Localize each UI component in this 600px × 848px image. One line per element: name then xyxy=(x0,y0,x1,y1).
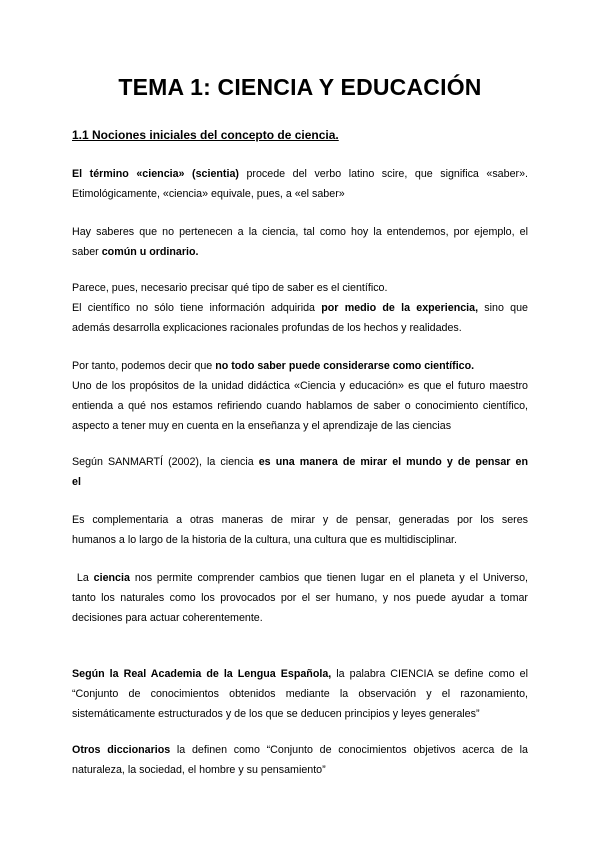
paragraph-diccionarios xyxy=(72,740,528,780)
paragraph-sanmarti xyxy=(72,452,528,492)
paragraph-comprender xyxy=(72,568,528,628)
paragraph-line: además desarrolla explicaciones racionales profundas de los hechos y realidades. xyxy=(72,322,462,334)
text-run: nos permite comprender cambios que tienen lugar en el planeta y el Universo, xyxy=(129,572,528,584)
paragraph-saberes xyxy=(72,222,528,262)
paragraph-line xyxy=(72,472,528,492)
paragraph-line xyxy=(72,664,528,684)
paragraph-line: Hay saberes que no pertenecen a la ciencia, tal como hoy la entendemos, por ejemplo, el xyxy=(72,226,528,238)
paragraph-line: naturaleza, la sociedad, el hombre y su pensamiento” xyxy=(72,764,326,776)
paragraph-line xyxy=(72,356,528,376)
paragraph-line: humanos a lo largo de la historia de la cultura, una cultura que es multidisciplinar. xyxy=(72,534,457,546)
paragraph-line: Uno de los propósitos de la unidad didáctica «Ciencia y educación» es que el futuro maestro xyxy=(72,380,528,392)
bold-term: común u ordinario. xyxy=(101,246,199,258)
text-run: La xyxy=(72,572,94,584)
paragraph-line xyxy=(72,452,528,472)
text-run: sino que xyxy=(478,302,528,314)
paragraph-line xyxy=(72,298,528,318)
paragraph-line: aspecto a tener muy en cuenta en la enseñanza y el aprendizaje de las ciencias xyxy=(72,420,452,432)
paragraph-line: Parece, pues, necesario precisar qué tipo de saber es el científico. xyxy=(72,282,388,294)
paragraph-rae xyxy=(72,664,528,724)
paragraph-line: entienda a qué nos estamos refiriendo cuando hablamos de saber o conocimiento científico, xyxy=(72,400,528,412)
bold-term: es una manera de mirar el mundo y de pensar en xyxy=(258,456,528,468)
paragraph-line: Es complementaria a otras maneras de mirar y de pensar, generadas por los seres xyxy=(72,514,528,526)
paragraph-line xyxy=(72,740,528,760)
bold-term: por medio de la experiencia, xyxy=(321,302,479,314)
text-run: la palabra CIENCIA se define como el xyxy=(331,668,528,680)
bold-term: el xyxy=(72,476,81,488)
bold-term: Otros diccionarios xyxy=(72,744,171,756)
text-run: la definen como “Conjunto de conocimientos objetivos acerca de la xyxy=(170,744,528,756)
paragraph-complementaria xyxy=(72,510,528,550)
paragraph-line: decisiones para actuar coherentemente. xyxy=(72,612,263,624)
page-title: TEMA 1: CIENCIA Y EDUCACIÓN xyxy=(118,74,482,100)
paragraph-line xyxy=(72,242,528,262)
paragraph-cientifico xyxy=(72,278,528,338)
bold-term: no todo saber puede considerarse como científico. xyxy=(215,360,475,372)
paragraph-line: sistemáticamente estructurados y de los que se deducen principios y leyes generales” xyxy=(72,708,480,720)
paragraph-line: tanto los naturales como los provocados por el ser humano, y nos puede ayudar a tomar xyxy=(72,592,528,604)
paragraph-proposito xyxy=(72,356,528,436)
text-run: saber xyxy=(72,246,102,258)
text-run: El científico no sólo tiene información adquirida xyxy=(72,302,322,314)
paragraph-line: Etimológicamente, «ciencia» equivale, pues, a «el saber» xyxy=(72,188,345,200)
bold-term: Según la Real Academia de la Lengua Española, xyxy=(72,668,332,680)
paragraph-line: “Conjunto de conocimientos obtenidos mediante la observación y el razonamiento, xyxy=(72,688,528,700)
section-heading: 1.1 Nociones iniciales del concepto de ciencia. xyxy=(72,128,339,142)
paragraph-line xyxy=(72,568,528,588)
text-run: Por tanto, podemos decir que xyxy=(72,360,216,372)
text-run: Según SANMARTÍ (2002), la ciencia xyxy=(72,456,259,468)
paragraph-line xyxy=(72,164,528,184)
bold-term: El término «ciencia» (scientia) xyxy=(72,168,239,180)
text-run: procede del verbo latino scire, que significa «saber». xyxy=(238,168,528,180)
paragraph-etymology xyxy=(72,164,528,204)
bold-term: ciencia xyxy=(93,572,130,584)
